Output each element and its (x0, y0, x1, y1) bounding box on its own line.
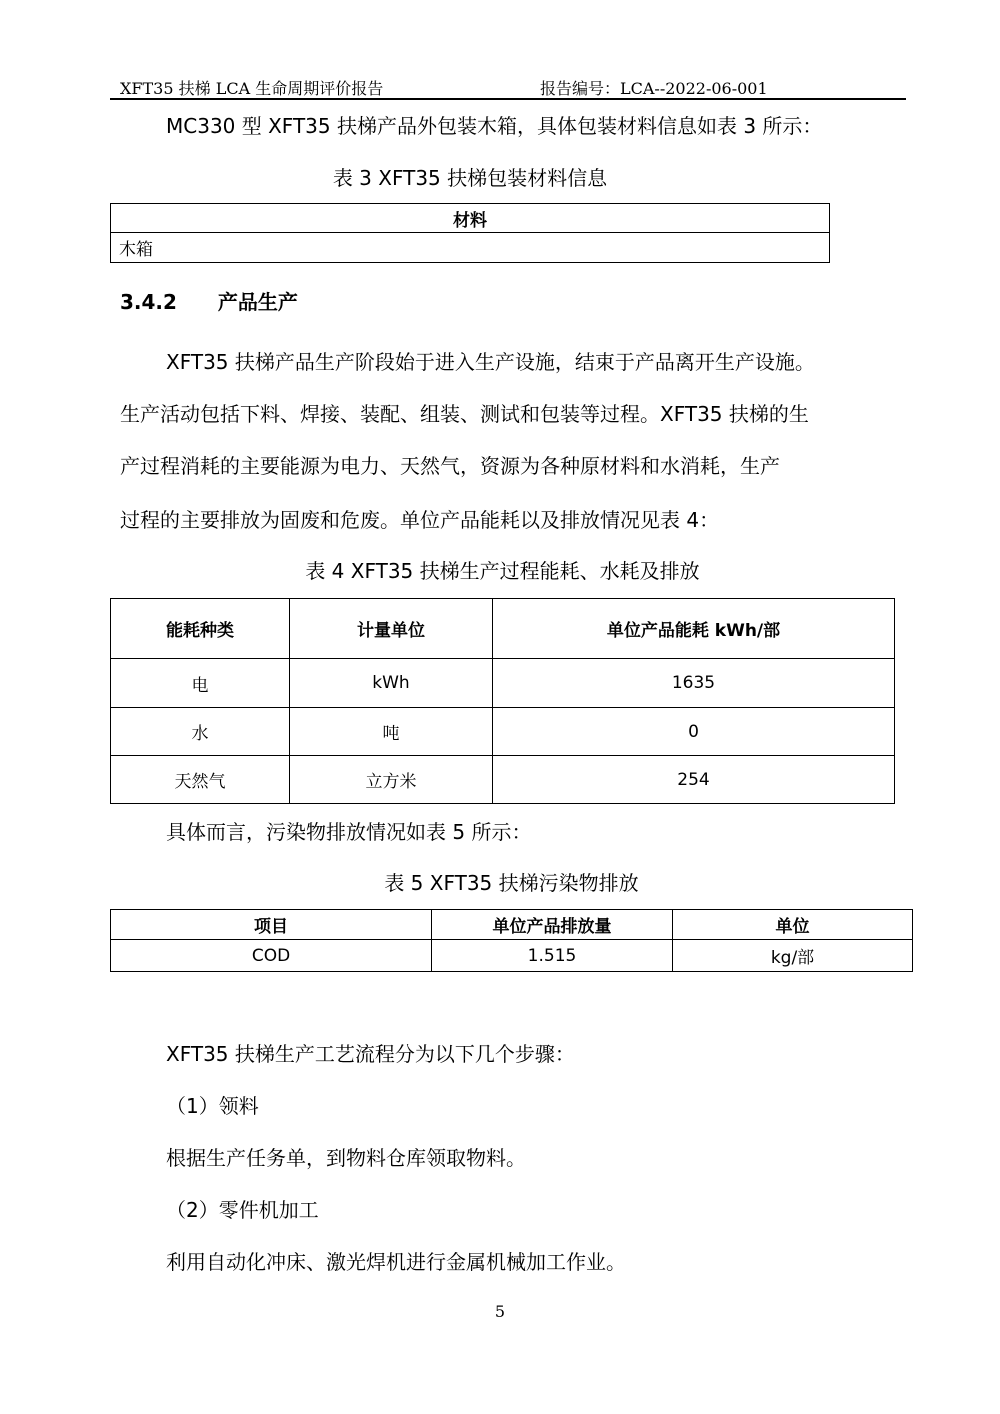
table5-cell: kg/部 (673, 940, 913, 972)
table4-header: 能耗种类 (111, 599, 290, 659)
table-row (111, 756, 895, 804)
table-row (111, 659, 895, 708)
paragraph-line: 产过程消耗的主要能源为电力、天然气，资源为各种原材料和水消耗，生产 (120, 454, 780, 478)
table-row (111, 708, 895, 756)
table4 (110, 598, 895, 804)
page-number: 5 (494, 1302, 506, 1321)
step-text: 根据生产任务单，到物料仓库领取物料。 (166, 1146, 526, 1170)
paragraph-line: 过程的主要排放为固废和危废。单位产品能耗以及排放情况见表 4： (120, 508, 720, 532)
table4-cell: 天然气 (111, 756, 290, 804)
section-number: 3.4.2 (120, 290, 177, 314)
step-title: （2）零件机加工 (166, 1198, 319, 1222)
process-intro: XFT35 扶梯生产工艺流程分为以下几个步骤： (166, 1042, 575, 1066)
table3-caption: 表 3 XFT35 扶梯包装材料信息 (332, 166, 608, 190)
table4-cell: 水 (111, 708, 290, 756)
table4-cell: kWh (290, 659, 493, 708)
header-report-number: 报告编号：LCA--2022-06-001 (540, 79, 768, 98)
paragraph-line: 生产活动包括下料、焊接、装配、组装、测试和包装等过程。XFT35 扶梯的生 (120, 402, 809, 426)
pollution-intro: 具体而言，污染物排放情况如表 5 所示： (166, 820, 532, 844)
packaging-intro: MC330 型 XFT35 扶梯产品外包装木箱，具体包装材料信息如表 3 所示： (166, 114, 823, 138)
step-title: （1）领料 (166, 1094, 259, 1118)
table4-cell: 0 (493, 708, 895, 756)
table3-header-material: 材料 (111, 204, 830, 233)
step-text: 利用自动化冲床、激光焊机进行金属机械加工作业。 (166, 1250, 626, 1274)
table4-header: 单位产品能耗 kWh/部 (493, 599, 895, 659)
table5-cell: 1.515 (432, 940, 673, 972)
paragraph-line: XFT35 扶梯产品生产阶段始于进入生产设施，结束于产品离开生产设施。 (166, 350, 815, 374)
section-heading (120, 286, 298, 315)
table4-cell: 电 (111, 659, 290, 708)
table4-header: 计量单位 (290, 599, 493, 659)
table3-cell: 木箱 (111, 233, 830, 263)
table4-caption: 表 4 XFT35 扶梯生产过程能耗、水耗及排放 (305, 559, 700, 583)
header-report-title: XFT35 扶梯 LCA 生命周期评价报告 (120, 79, 384, 98)
table5-header: 项目 (111, 910, 432, 940)
table3 (110, 203, 830, 263)
table5-header: 单位 (673, 910, 913, 940)
table5-cell: COD (111, 940, 432, 972)
table4-cell: 1635 (493, 659, 895, 708)
table4-cell: 立方米 (290, 756, 493, 804)
table4-cell: 吨 (290, 708, 493, 756)
table5 (110, 909, 913, 972)
table5-caption: 表 5 XFT35 扶梯污染物排放 (384, 871, 639, 895)
header-divider (110, 98, 906, 100)
section-title: 产品生产 (217, 290, 298, 314)
table-row (111, 940, 913, 972)
table4-cell: 254 (493, 756, 895, 804)
table5-header: 单位产品排放量 (432, 910, 673, 940)
